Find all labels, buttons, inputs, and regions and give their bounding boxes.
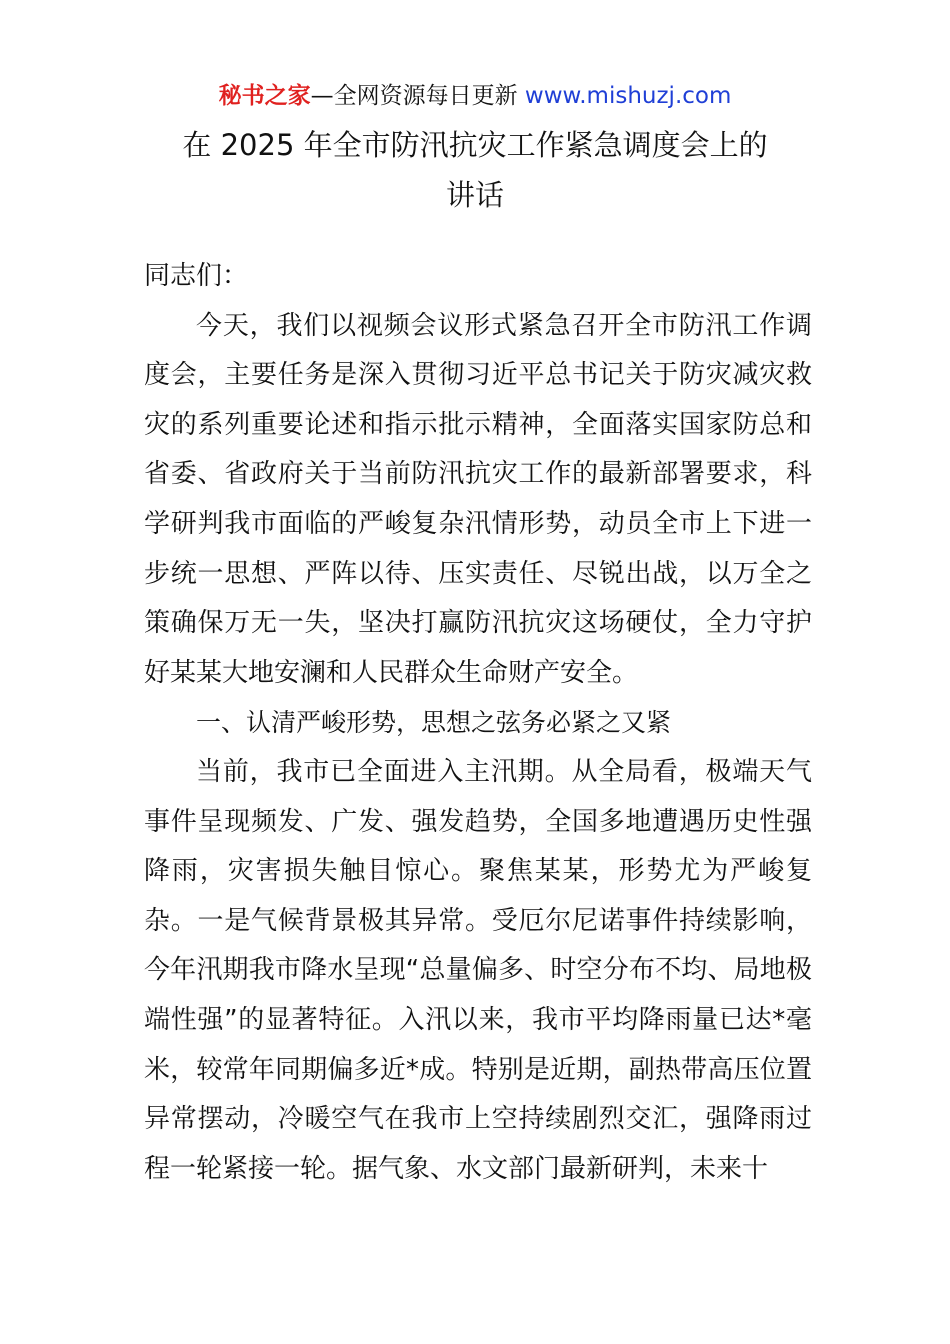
site-brand: 秘书之家: [218, 83, 311, 109]
salutation: 同志们：: [144, 261, 249, 291]
document-title: [140, 120, 810, 220]
section-heading-1: 一、认清严峻形势，思想之弦务必紧之又紧: [196, 708, 672, 738]
site-tagline: —全网资源每日更新: [310, 83, 525, 109]
document-title-line-2: 讲话: [445, 178, 504, 212]
site-header: [0, 78, 950, 114]
site-url-link[interactable]: www.mishuzj.com: [524, 83, 732, 109]
paragraph-situation: 当前，我市已全面进入主汛期。从全局看，极端天气事件呈现频发、广发、强发趋势，全国多地遭遇历史性强降雨，灾害损失触目惊心。聚焦某某，形势尤为严峻复杂。一是气候背景极其异常。受厄尔尼诺事件持续影响，今年汛期我市降水呈现“总量偏多、时空分布不均、局地极端性强”的显著特征。入汛以来，我市平均降雨量已达*毫米，较常年同期偏多近*成。特别是近期，副热带高压位置异常摆动，冷暖空气在我市上空持续剧烈交汇，强降雨过程一轮紧接一轮。据气象、水文部门最新研判，未来十: [144, 756, 812, 1184]
paragraph-intro: 今天，我们以视频会议形式紧急召开全市防汛工作调度会，主要任务是深入贯彻习近平总书记关于防灾减灾救灾的系列重要论述和指示批示精神，全面落实国家防总和省委、省政府关于当前防汛抗灾工作的最新部署要求，科学研判我市面临的严峻复杂汛情形势，动员全市上下进一步统一思想、严阵以待、压实责任、尽锐出战，以万全之策确保万无一失，坚决打赢防汛抗灾这场硬仗，全力守护好某某大地安澜和人民群众生命财产安全。: [144, 310, 812, 688]
document-title-line-1: 在 2025 年全市防汛抗灾工作紧急调度会上的: [182, 128, 768, 162]
document-body: [144, 252, 812, 1194]
